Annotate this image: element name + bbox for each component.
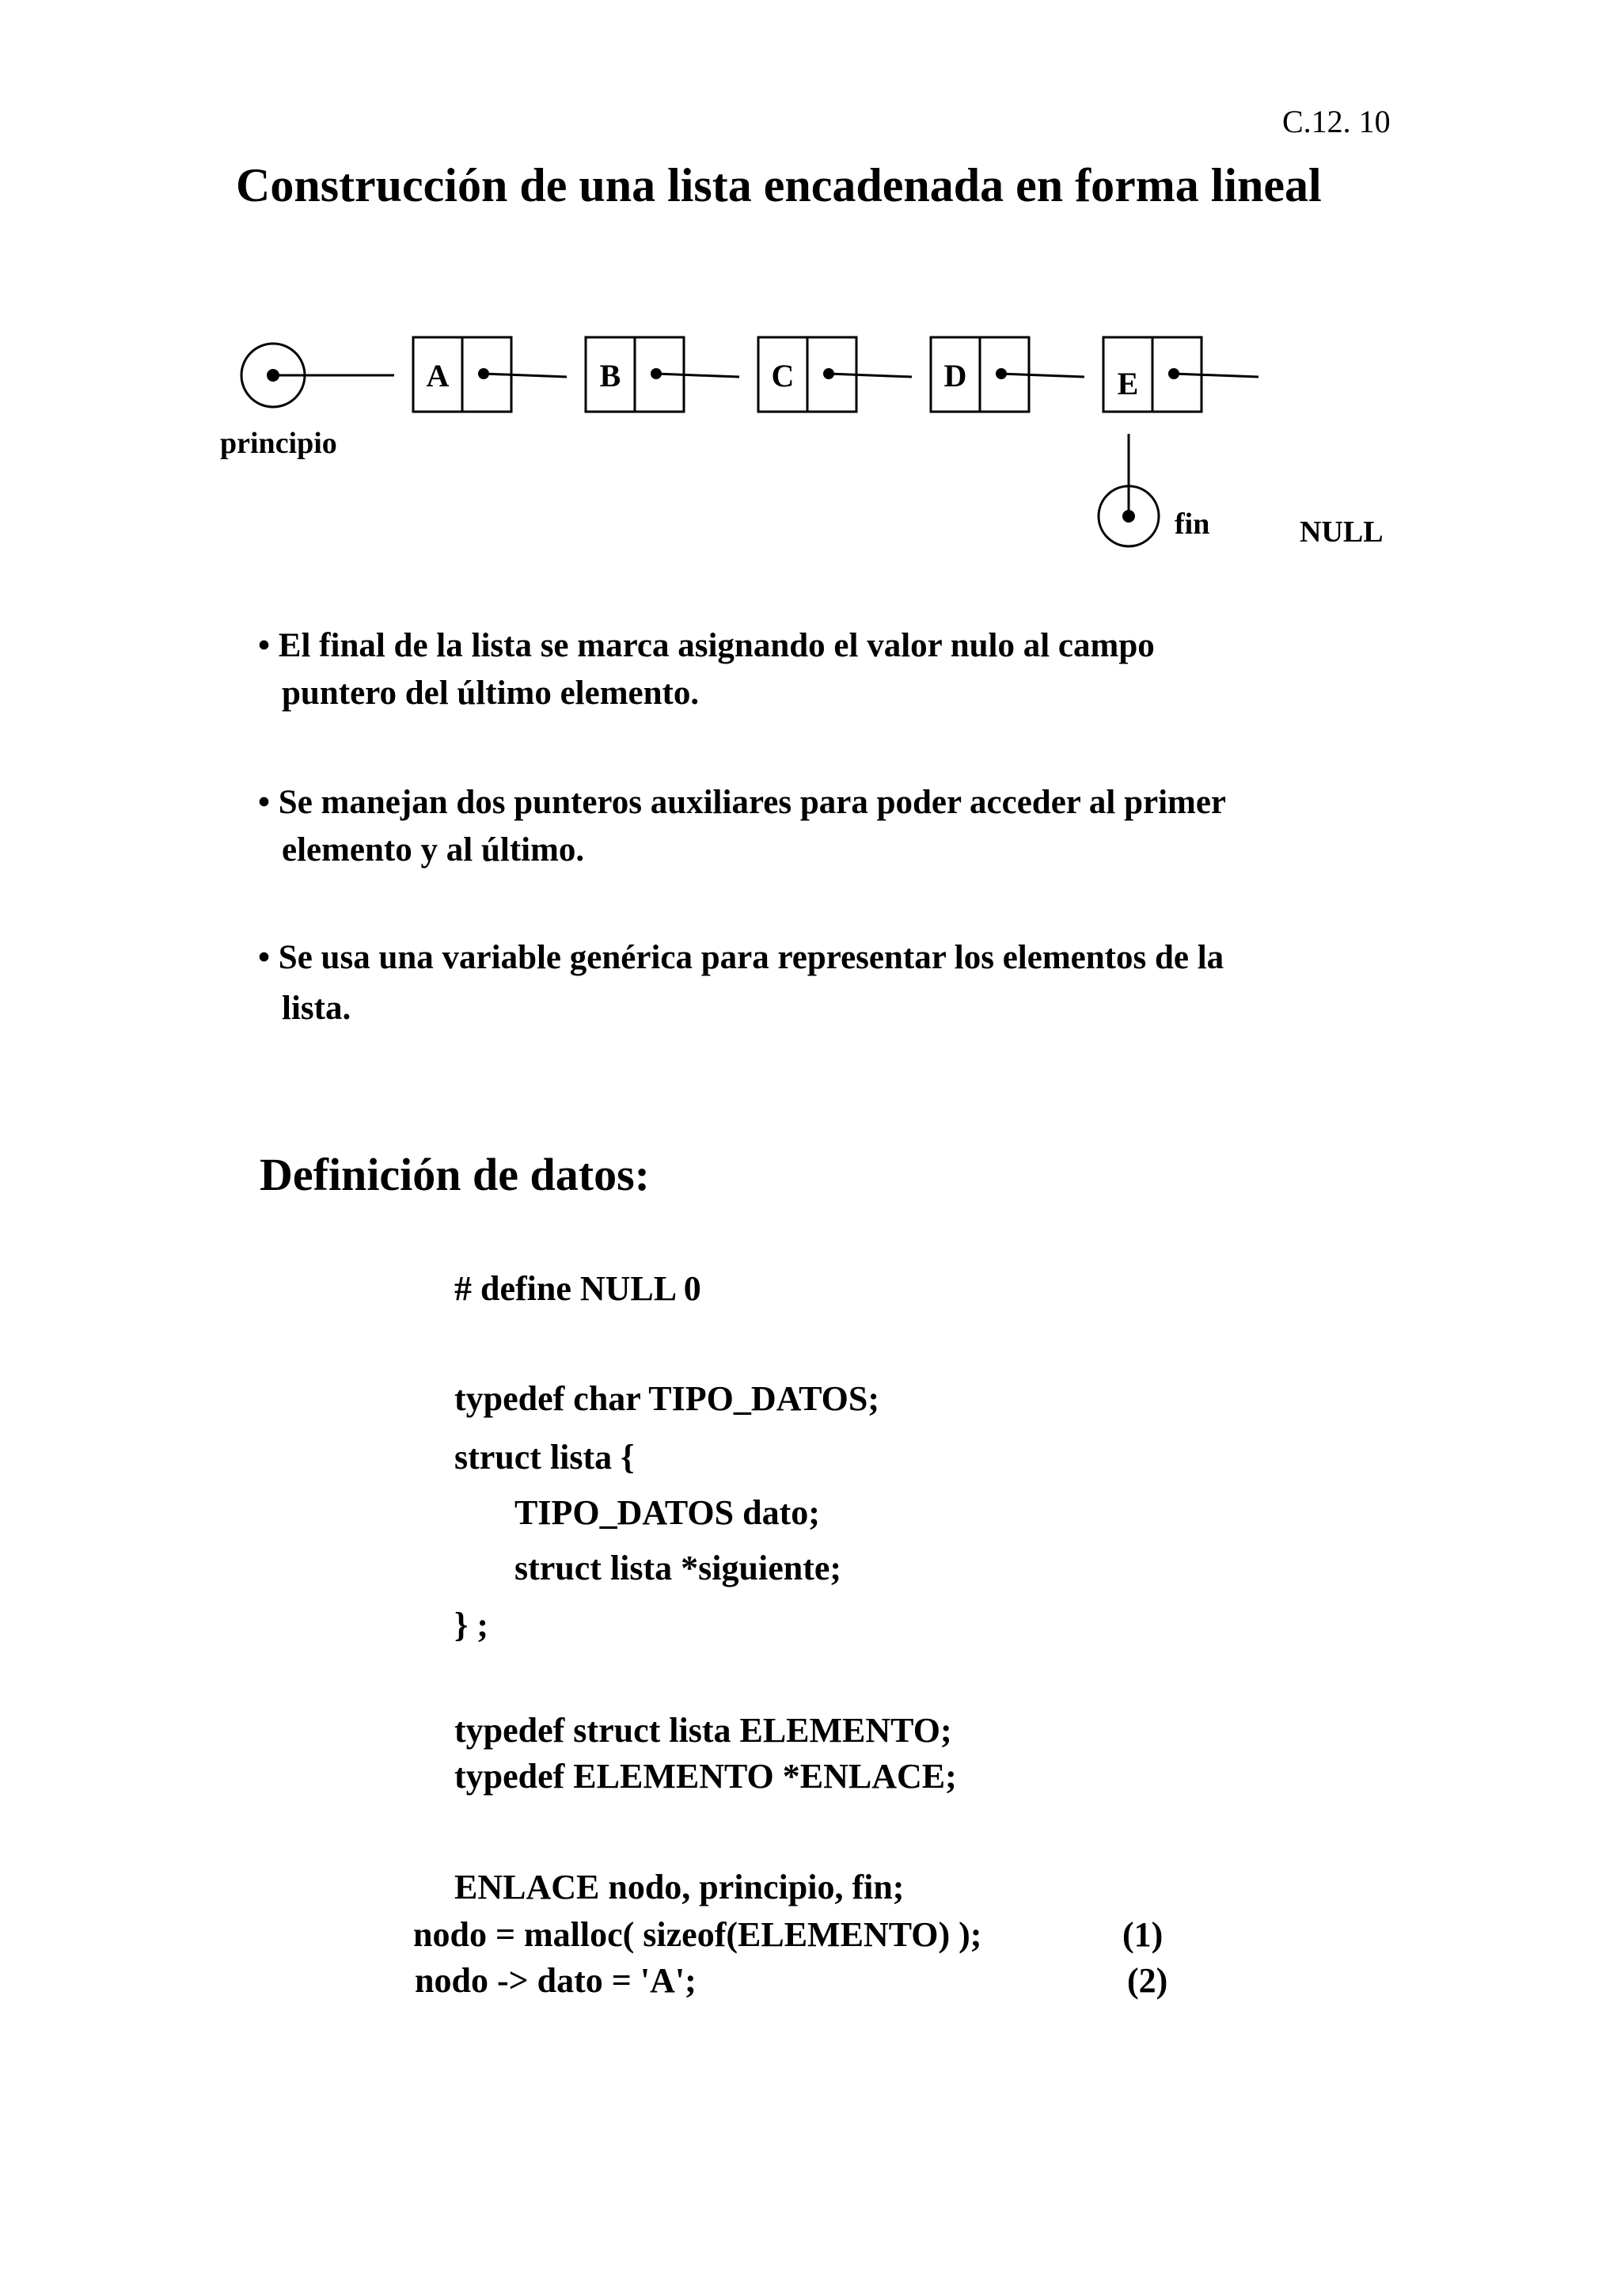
code-line: TIPO_DATOS dato; bbox=[514, 1493, 820, 1532]
node-letter-e: E bbox=[1117, 366, 1139, 401]
bullet-line: • El final de la lista se marca asignando el valor nulo al campo bbox=[258, 627, 1155, 664]
list-node-e bbox=[1103, 337, 1258, 412]
node-letter-c: C bbox=[771, 358, 795, 393]
linked-list-diagram bbox=[0, 0, 1621, 602]
bullet-item bbox=[258, 934, 1224, 1032]
code-line: struct lista *siguiente; bbox=[514, 1549, 842, 1587]
node-letter-a: A bbox=[426, 358, 450, 393]
code-line: ENLACE nodo, principio, fin; bbox=[454, 1868, 905, 1906]
section-heading: Definición de datos: bbox=[260, 1149, 650, 1200]
end-pointer-label: fin bbox=[1175, 507, 1210, 541]
code-line: typedef char TIPO_DATOS; bbox=[454, 1379, 880, 1418]
start-pointer-label: principio bbox=[220, 427, 337, 460]
list-node-b bbox=[586, 337, 739, 412]
bullet-item bbox=[258, 622, 1155, 717]
page-number: C.12. 10 bbox=[1282, 104, 1391, 139]
null-label: NULL bbox=[1300, 515, 1384, 549]
code-line: } ; bbox=[454, 1606, 488, 1644]
node-letter-b: B bbox=[599, 358, 621, 393]
list-node-a bbox=[413, 337, 567, 412]
bullet-line: elemento y al último. bbox=[282, 831, 585, 869]
code-line-marker: (2) bbox=[1127, 1961, 1168, 2000]
bullet-line: • Se usa una variable genérica para representar los elementos de la bbox=[258, 939, 1224, 976]
list-node-d bbox=[931, 337, 1084, 412]
code-line: typedef struct lista ELEMENTO; bbox=[454, 1711, 952, 1750]
start-pointer bbox=[241, 344, 394, 407]
bullet-line: puntero del último elemento. bbox=[282, 675, 700, 712]
code-line: nodo = malloc( sizeof(ELEMENTO) ); bbox=[413, 1915, 982, 1954]
code-line: typedef ELEMENTO *ENLACE; bbox=[454, 1757, 957, 1796]
code-line: nodo -> dato = 'A'; bbox=[415, 1961, 697, 2000]
code-line: struct lista { bbox=[454, 1438, 635, 1477]
bullet-line: lista. bbox=[282, 990, 351, 1027]
code-line-marker: (1) bbox=[1122, 1915, 1164, 1954]
end-pointer bbox=[1099, 434, 1159, 546]
list-node-c bbox=[758, 337, 912, 412]
bullet-line: • Se manejan dos punteros auxiliares para poder acceder al primer bbox=[258, 784, 1227, 821]
code-line: # define NULL 0 bbox=[454, 1269, 701, 1308]
bullet-item bbox=[258, 779, 1226, 874]
page-title: Construcción de una lista encadenada en forma lineal bbox=[236, 159, 1322, 211]
node-letter-d: D bbox=[943, 358, 967, 393]
